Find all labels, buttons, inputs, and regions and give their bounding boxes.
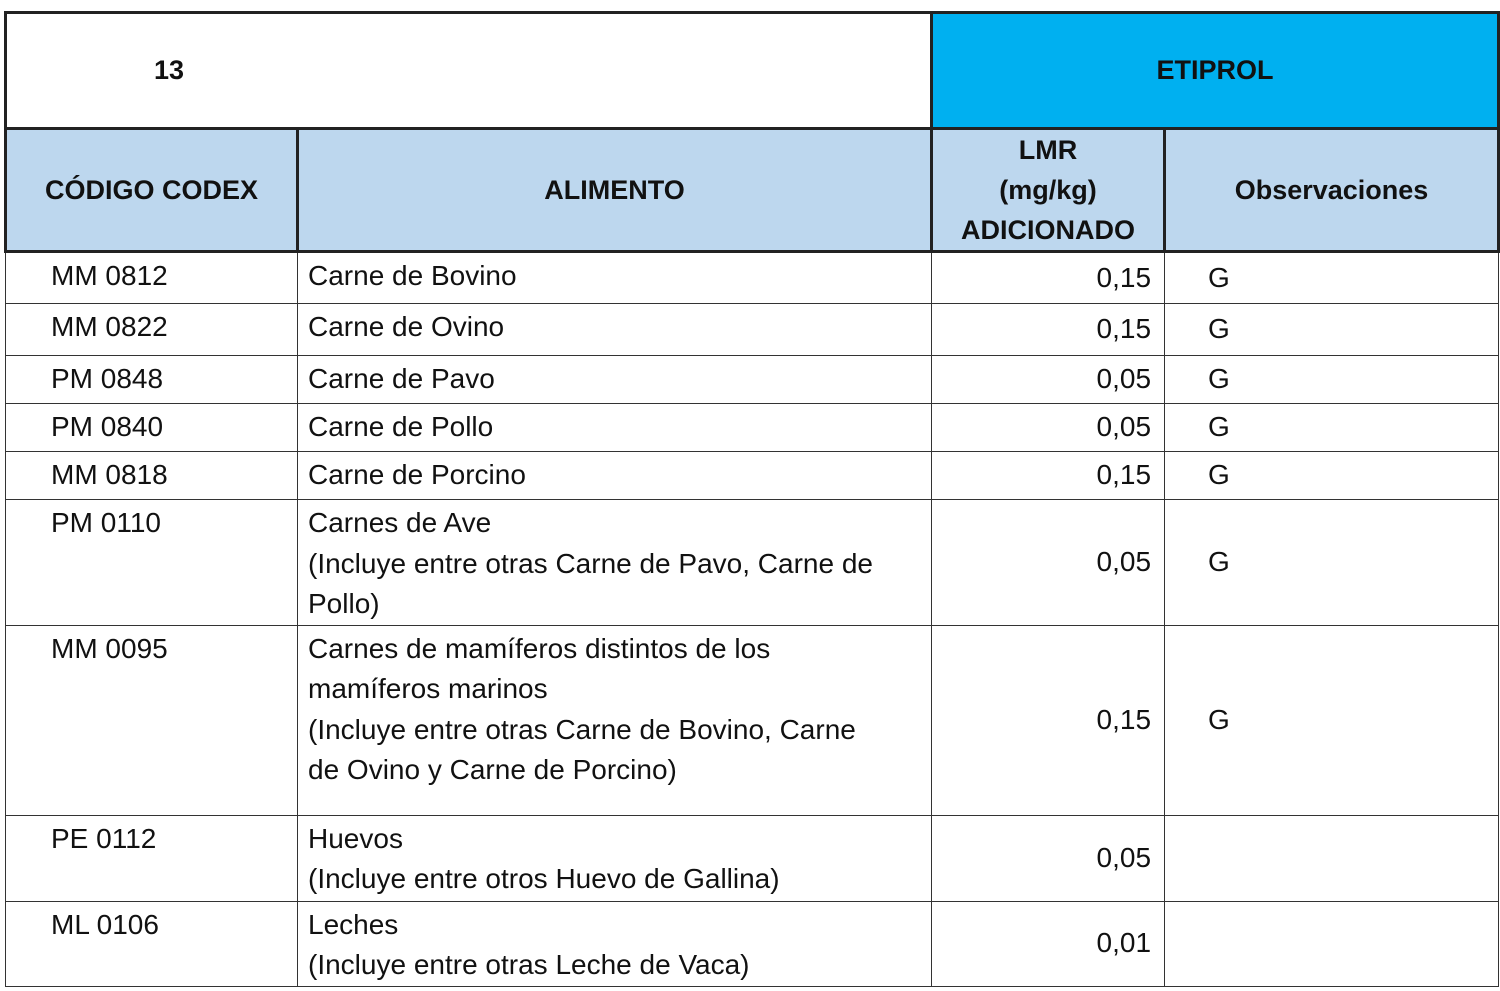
food-line: mamíferos marinos [308, 673, 548, 704]
observation-cell: G [1165, 500, 1499, 626]
food-line: Carne de Pavo [308, 363, 495, 394]
title-row [6, 13, 1499, 129]
header-lmr-line: LMR [1018, 135, 1078, 165]
food-cell [298, 304, 932, 356]
observation-cell: G [1165, 452, 1499, 500]
table-row [6, 452, 1499, 500]
food-cell [298, 404, 932, 452]
food-line: Carnes de mamíferos distintos de los [308, 632, 771, 664]
observation-cell: G [1165, 356, 1499, 404]
table-row [6, 404, 1499, 452]
observation-cell: G [1165, 252, 1499, 304]
header-lmr [932, 129, 1165, 252]
header-lmr-line: ADICIONADO [961, 215, 1136, 245]
food-cell [298, 901, 932, 986]
food-line: de Ovino y Carne de Porcino) [308, 754, 677, 785]
table-row [6, 625, 1499, 815]
codex-code-cell: PM 0110 [6, 500, 298, 626]
table-row [6, 500, 1499, 626]
food-line: Carne de Bovino [308, 260, 517, 291]
food-line: Carne de Pollo [308, 411, 494, 442]
observation-cell: G [1165, 625, 1499, 815]
food-line: Carne de Porcino [308, 459, 526, 490]
table-row [6, 304, 1499, 356]
observation-cell [1165, 815, 1499, 901]
codex-code-cell: PM 0840 [6, 404, 298, 452]
food-line: Carnes de Ave [308, 507, 492, 538]
food-line: Pollo) [308, 588, 380, 619]
substance-name: ETIPROL [932, 13, 1499, 129]
food-line: Huevos [308, 822, 403, 854]
observation-cell: G [1165, 304, 1499, 356]
column-header-row [6, 129, 1499, 252]
lmr-value-cell: 0,05 [932, 356, 1165, 404]
lmr-value-cell: 0,01 [932, 901, 1165, 986]
codex-code-cell: MM 0822 [6, 304, 298, 356]
food-line: (Incluye entre otras Carne de Bovino, Carne [308, 713, 856, 745]
codex-code-cell: ML 0106 [6, 901, 298, 986]
food-line: (Incluye entre otros Huevo de Gallina) [308, 863, 780, 894]
codex-code-cell: MM 0812 [6, 252, 298, 304]
table-row [6, 815, 1499, 901]
codex-code-cell: MM 0095 [6, 625, 298, 815]
lmr-value-cell: 0,05 [932, 500, 1165, 626]
codex-code-cell: MM 0818 [6, 452, 298, 500]
food-line: Carne de Ovino [308, 311, 505, 342]
header-codex-code: CÓDIGO CODEX [6, 129, 298, 252]
food-line: Leches [308, 908, 399, 940]
table-row [6, 356, 1499, 404]
lmr-value-cell: 0,15 [932, 625, 1165, 815]
food-cell [298, 452, 932, 500]
header-lmr-line: (mg/kg) [999, 175, 1097, 205]
lmr-value-cell: 0,15 [932, 304, 1165, 356]
food-cell [298, 815, 932, 901]
lmr-value-cell: 0,05 [932, 815, 1165, 901]
table-number: 13 [6, 13, 932, 129]
codex-code-cell: PM 0848 [6, 356, 298, 404]
table-row [6, 901, 1499, 986]
food-cell [298, 500, 932, 626]
observation-cell [1165, 901, 1499, 986]
food-cell [298, 625, 932, 815]
food-cell [298, 252, 932, 304]
lmr-table [4, 11, 1500, 987]
lmr-value-cell: 0,15 [932, 252, 1165, 304]
observation-cell: G [1165, 404, 1499, 452]
food-cell [298, 356, 932, 404]
table-row [6, 252, 1499, 304]
food-line: (Incluye entre otras Leche de Vaca) [308, 949, 750, 980]
lmr-value-cell: 0,15 [932, 452, 1165, 500]
header-observations: Observaciones [1165, 129, 1499, 252]
lmr-value-cell: 0,05 [932, 404, 1165, 452]
codex-code-cell: PE 0112 [6, 815, 298, 901]
header-food: ALIMENTO [298, 129, 932, 252]
food-line: (Incluye entre otras Carne de Pavo, Carne de [308, 547, 873, 579]
